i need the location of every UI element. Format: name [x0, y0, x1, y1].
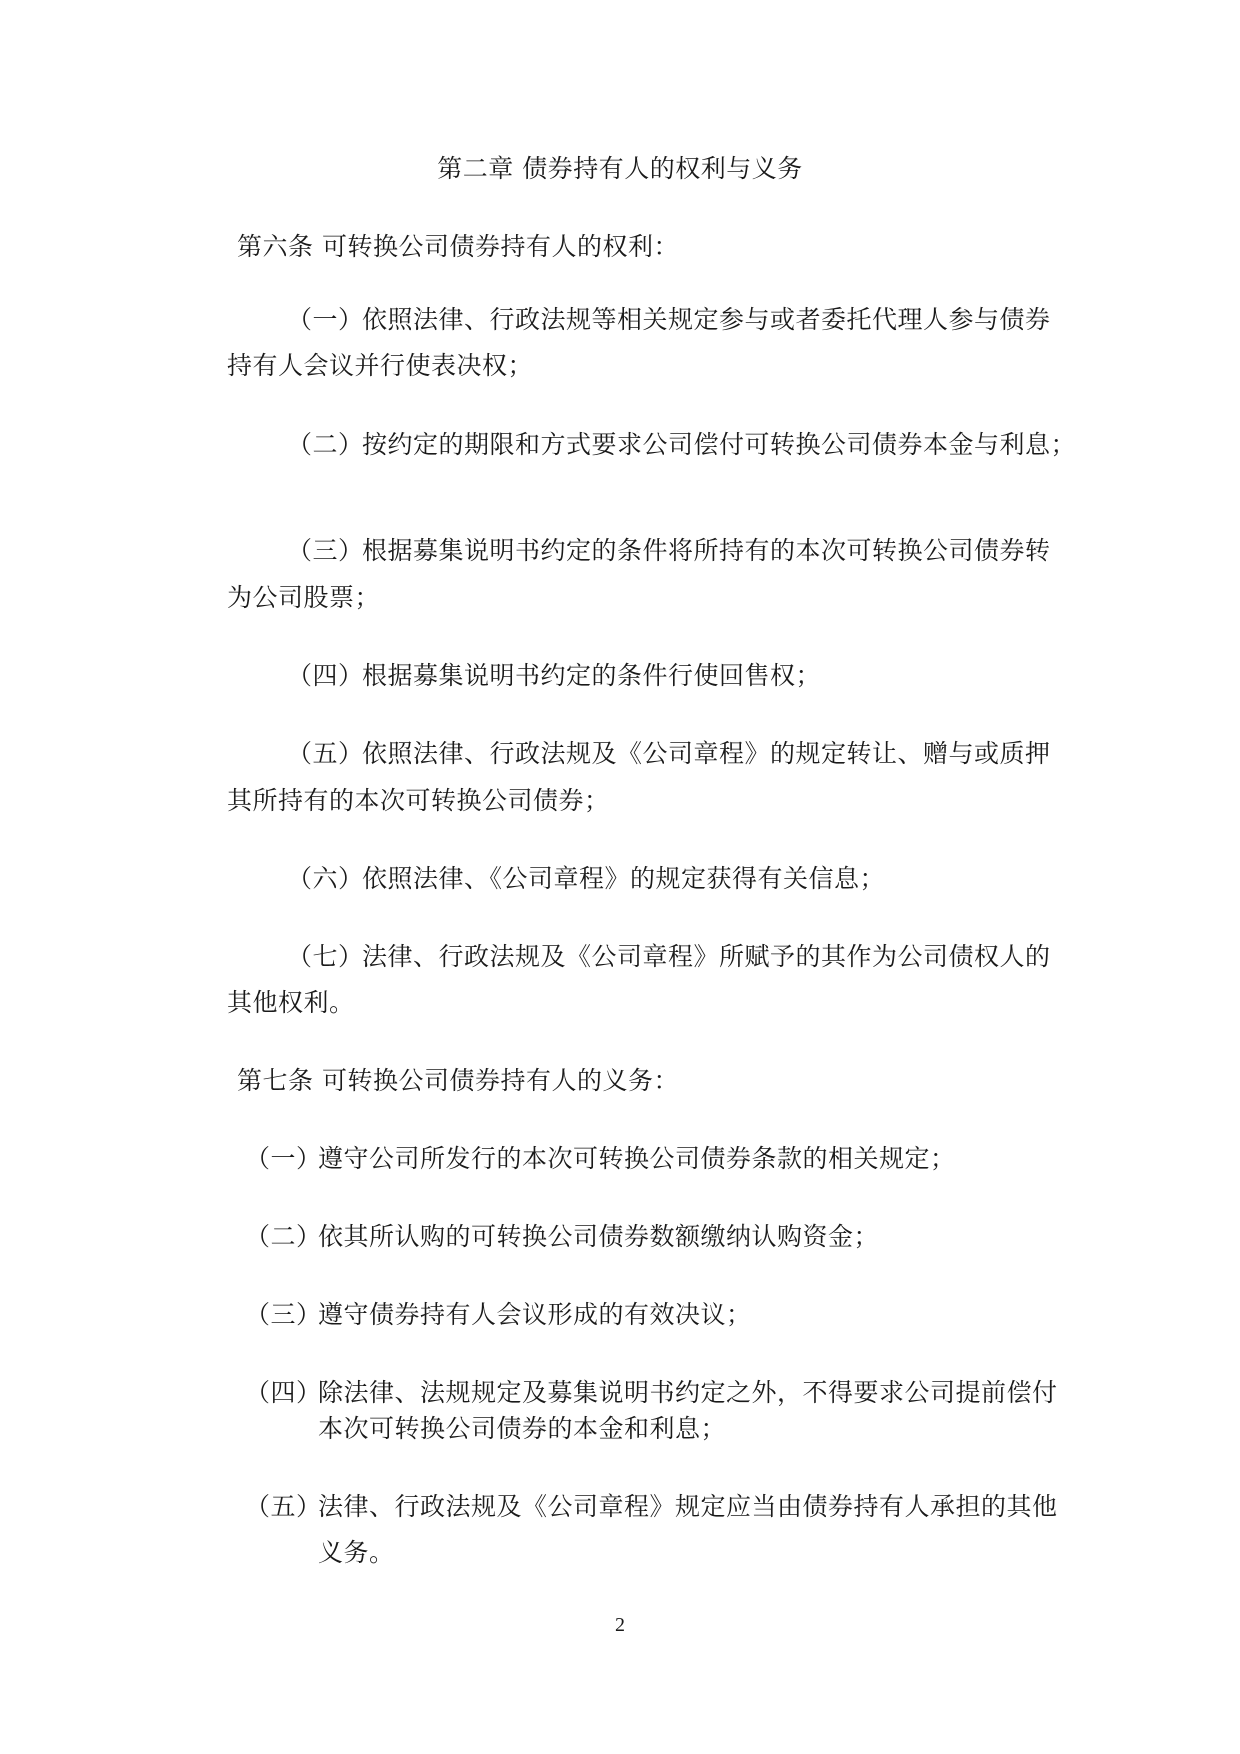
rights-item-2-text: 按约定的期限和方式要求公司偿付可转换公司债券本金与利息；	[362, 430, 1077, 459]
rights-item-5-number: （五）	[287, 739, 364, 768]
rights-item-1-number: （一）	[287, 305, 364, 334]
rights-item-7-text-cont: 其他权利。	[227, 988, 355, 1017]
obligations-item-5-number: （五）	[245, 1492, 322, 1521]
obligations-item-5-text-cont: 义务。	[318, 1538, 395, 1567]
obligations-item-4-number: （四）	[245, 1378, 322, 1407]
article-7-heading: 第七条 可转换公司债券持有人的义务：	[237, 1066, 679, 1095]
obligations-item-4-text: 除法律、法规规定及募集说明书约定之外，不得要求公司提前偿付	[318, 1378, 1058, 1407]
rights-item-5-text: 依照法律、行政法规及《公司章程》的规定转让、赠与或质押	[362, 739, 1051, 768]
rights-item-2-number: （二）	[287, 430, 364, 459]
rights-item-1-text: 依照法律、行政法规等相关规定参与或者委托代理人参与债券	[362, 305, 1051, 334]
rights-item-3-text: 根据募集说明书约定的条件将所持有的本次可转换公司债券转	[362, 536, 1051, 565]
rights-item-4-number: （四）	[287, 661, 364, 690]
obligations-item-1-text: 遵守公司所发行的本次可转换公司债券条款的相关规定；	[318, 1144, 956, 1173]
obligations-item-2-text: 依其所认购的可转换公司债券数额缴纳认购资金；	[318, 1222, 880, 1251]
obligations-item-4-text-cont: 本次可转换公司债券的本金和利息；	[318, 1414, 727, 1443]
rights-item-7-number: （七）	[287, 942, 364, 971]
rights-item-5-text-cont: 其所持有的本次可转换公司债券；	[227, 786, 610, 815]
chapter-title: 第二章 债券持有人的权利与义务	[437, 154, 803, 183]
page-number: 2	[615, 1614, 625, 1636]
rights-item-1-text-cont: 持有人会议并行使表决权；	[227, 351, 534, 380]
rights-item-3-number: （三）	[287, 536, 364, 565]
obligations-item-2-number: （二）	[245, 1222, 322, 1251]
obligations-item-3-text: 遵守债券持有人会议形成的有效决议；	[318, 1300, 752, 1329]
rights-item-3-text-cont: 为公司股票；	[227, 583, 381, 612]
obligations-item-5-text: 法律、行政法规及《公司章程》规定应当由债券持有人承担的其他	[318, 1492, 1058, 1521]
obligations-item-1-number: （一）	[245, 1144, 322, 1173]
rights-item-7-text: 法律、行政法规及《公司章程》所赋予的其作为公司债权人的	[362, 942, 1051, 971]
rights-item-4-text: 根据募集说明书约定的条件行使回售权；	[362, 661, 822, 690]
rights-item-6-text: 依照法律、《公司章程》的规定获得有关信息；	[362, 864, 886, 893]
obligations-item-3-number: （三）	[245, 1300, 322, 1329]
rights-item-6-number: （六）	[287, 864, 364, 893]
article-6-heading: 第六条 可转换公司债券持有人的权利：	[237, 232, 679, 261]
